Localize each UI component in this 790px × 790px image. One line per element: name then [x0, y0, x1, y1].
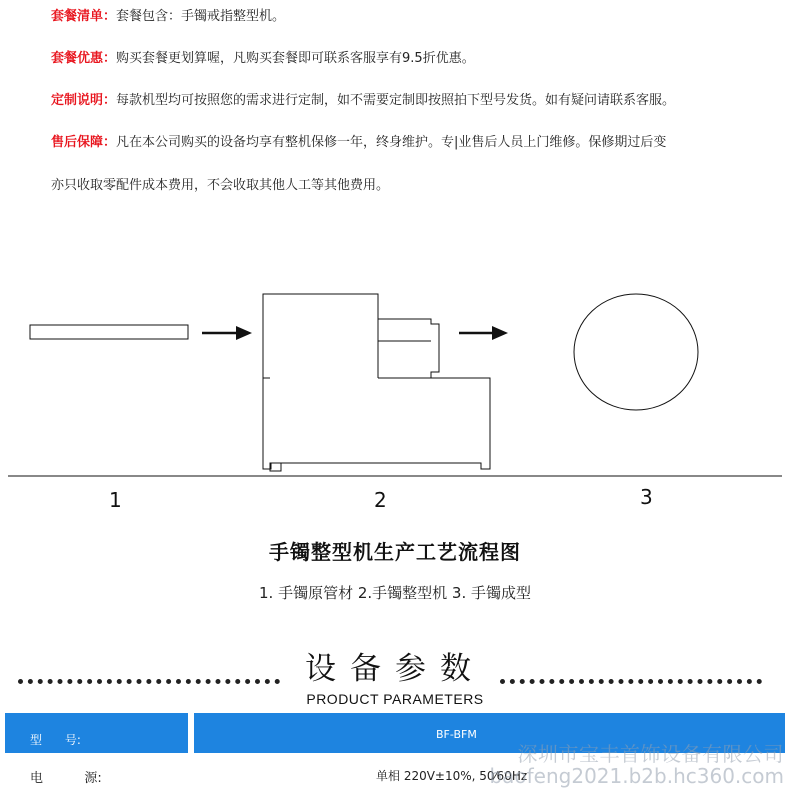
step-number-3: 3: [640, 485, 653, 509]
arrow-head: [236, 326, 252, 340]
parameters-subtitle: PRODUCT PARAMETERS: [306, 691, 484, 707]
info-label: 定制说明：: [51, 93, 117, 108]
bracelet-ring-shape: [574, 294, 698, 410]
info-label: 售后保障：: [51, 135, 117, 150]
info-line-warranty: [51, 134, 666, 152]
machine-shape: [263, 294, 490, 469]
row-value-power: 单相 220V±10%, 50⁄60Hz: [376, 769, 528, 783]
diagram-title: 手镯整型机生产工艺流程图: [269, 540, 521, 564]
step-number-1: 1: [109, 488, 122, 512]
info-label: 套餐清单：: [51, 9, 117, 24]
row-value-model: BF-BFM: [436, 728, 477, 741]
table-row-model-label-cell: [5, 713, 188, 753]
dotted-divider-left: [18, 679, 280, 684]
diagram-subtitle: 1. 手镯原管材 2.手镯整型机 3. 手镯成型: [258, 584, 531, 602]
row-label-model: 型 号:: [30, 733, 81, 747]
info-text: 购买套餐更划算喔，凡购买套餐即可联系客服享有9.5折优惠。: [116, 51, 475, 66]
info-text: 亦只收取零配件成本费用，不会收取其他人工等其他费用。: [51, 178, 390, 193]
process-diagram: [0, 280, 790, 480]
watermark-url: baofeng2021.b2b.hc360.com: [489, 764, 784, 788]
info-line-customize: [51, 92, 675, 110]
arrow-head: [492, 326, 508, 340]
info-text: 凡在本公司购买的设备均享有整机保修一年，终身维护。专|业售后人员上门维修。保修期过后变: [116, 135, 667, 150]
raw-tube-shape: [30, 325, 188, 339]
dotted-divider-right: [500, 679, 762, 684]
watermark-company: 深圳市宝丰首饰设备有限公司: [517, 742, 784, 766]
step-number-2: 2: [374, 488, 387, 512]
info-line-package: [51, 8, 285, 26]
row-label-power: 电 源:: [30, 771, 102, 786]
parameters-title: 设备参数: [305, 651, 485, 687]
machine-foot: [270, 463, 281, 471]
info-text: 每款机型均可按照您的需求进行定制，如不需要定制即按照拍下型号发货。如有疑问请联系客服。: [116, 93, 676, 108]
info-line-discount: [51, 50, 475, 68]
info-line-warranty-cont: [51, 177, 389, 195]
info-text: 套餐包含：手镯戒指整型机。: [116, 9, 286, 24]
info-label: 套餐优惠：: [51, 51, 117, 66]
